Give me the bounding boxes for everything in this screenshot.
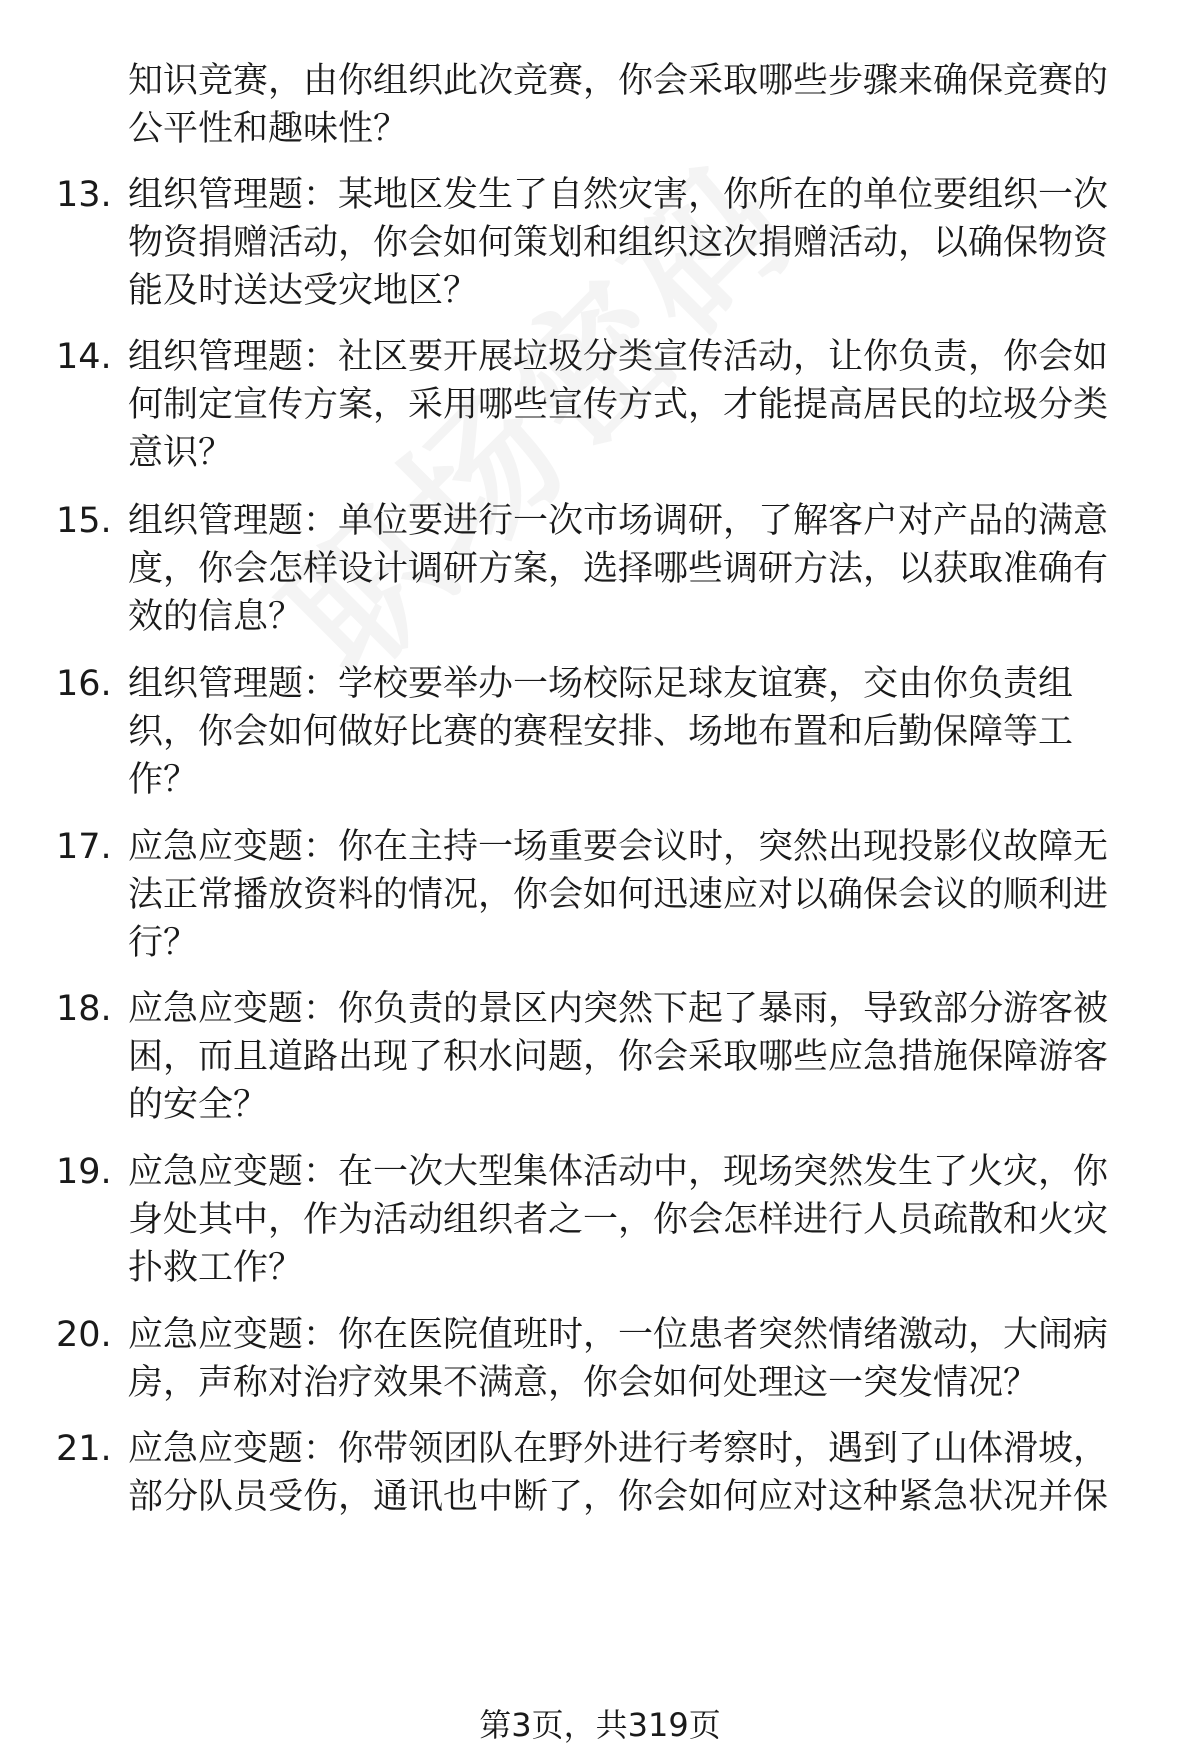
item-text: 应急应变题：你带领团队在野外进行考察时，遇到了山体滑坡，部分队员受伤，通讯也中断了，你会如何应对这种紧急状况并保 [128,1429,1109,1517]
item-number: 14. [56,337,112,377]
item-number: 15. [56,501,112,541]
item-text: 应急应变题：你在主持一场重要会议时，突然出现投影仪故障无法正常播放资料的情况，你会如何迅速应对以确保会议的顺利进行？ [128,827,1109,963]
item-number: 16. [56,664,112,704]
item-text: 组织管理题：社区要开展垃圾分类宣传活动，让你负责，你会如何制定宣传方案，采用哪些宣传方式，才能提高居民的垃圾分类意识？ [128,337,1109,473]
item-text: 组织管理题：学校要举办一场校际足球友谊赛，交由你负责组织，你会如何做好比赛的赛程安排、场地布置和后勤保障等工作？ [128,664,1074,800]
item-text: 应急应变题：你在医院值班时，一位患者突然情绪激动，大闹病房，声称对治疗效果不满意，你会如何处理这一突发情况？ [128,1315,1109,1403]
item-text: 应急应变题：在一次大型集体活动中，现场突然发生了火灾，你身处其中，作为活动组织者之一，你会怎样进行人员疏散和火灾扑救工作？ [128,1152,1109,1288]
item-text: 组织管理题：某地区发生了自然灾害，你所在的单位要组织一次物资捐赠活动，你会如何策划和组织这次捐赠活动，以确保物资能及时送达受灾地区？ [128,175,1109,311]
item-number: 21. [56,1429,112,1469]
item-number: 20. [56,1315,112,1355]
page-footer: 第3页，共319页 [479,1706,721,1744]
item-number: 13. [56,175,112,215]
item-text: 组织管理题：单位要进行一次市场调研，了解客户对产品的满意度，你会怎样设计调研方案，选择哪些调研方法，以获取准确有效的信息？ [128,501,1109,637]
intro-paragraph: 知识竞赛，由你组织此次竞赛，你会采取哪些步骤来确保竞赛的公平性和趣味性？ [128,61,1109,149]
item-number: 18. [56,989,112,1029]
item-number: 17. [56,827,112,867]
item-number: 19. [56,1152,112,1192]
item-text: 应急应变题：你负责的景区内突然下起了暴雨，导致部分游客被困，而且道路出现了积水问题，你会采取哪些应急措施保障游客的安全？ [128,989,1109,1125]
